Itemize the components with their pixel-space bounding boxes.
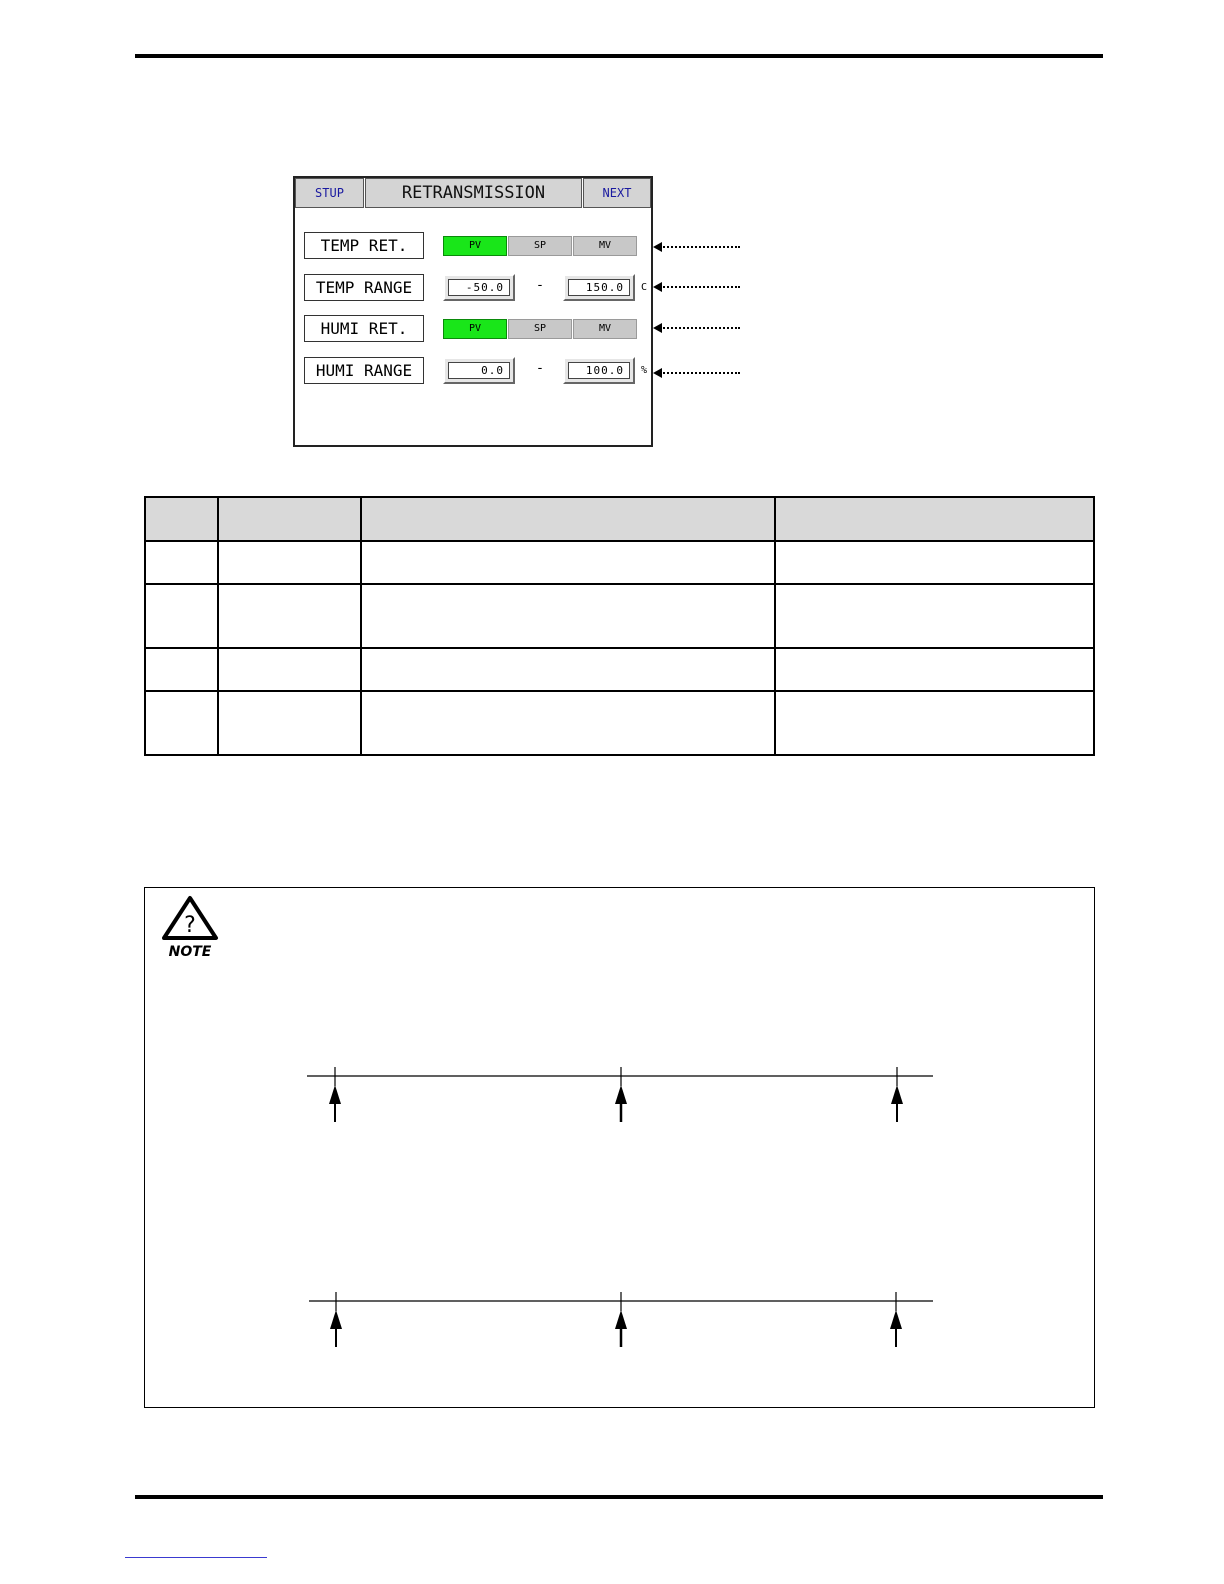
scale-diagram-2 — [307, 1288, 935, 1352]
table-cell — [145, 691, 218, 755]
temp-range-low-value: -50.0 — [448, 279, 510, 296]
table-cell — [218, 541, 361, 584]
table-cell — [145, 541, 218, 584]
table-row — [145, 541, 1094, 584]
temp-ret-label: TEMP RET. — [304, 232, 424, 259]
callout-arrow-2-line — [660, 286, 740, 288]
screen-titlebar — [295, 178, 651, 210]
temp-range-label: TEMP RANGE — [304, 274, 424, 301]
table-cell — [775, 691, 1094, 755]
temp-range-high-value: 150.0 — [568, 279, 630, 296]
note-box — [144, 887, 1095, 1408]
humi-ret-mv-option[interactable]: MV — [573, 319, 637, 339]
table-header-cell — [218, 497, 361, 541]
svg-text:?: ? — [184, 913, 196, 938]
temp-range-high-input[interactable] — [563, 274, 635, 301]
header-rule — [135, 54, 1103, 58]
callout-arrow-3-line — [660, 327, 740, 329]
humi-unit: % — [641, 365, 648, 376]
next-button[interactable]: NEXT — [583, 178, 651, 208]
humi-range-low-input[interactable] — [443, 357, 515, 384]
table-header-cell — [775, 497, 1094, 541]
table-cell — [145, 648, 218, 691]
footer-underline — [125, 1557, 267, 1558]
temp-range-low-input[interactable] — [443, 274, 515, 301]
scale-diagram-1 — [305, 1063, 935, 1127]
callout-arrow-4-line — [660, 372, 740, 374]
callout-arrow-1-line — [660, 246, 740, 248]
table-cell — [775, 541, 1094, 584]
table-header-cell — [145, 497, 218, 541]
humi-range-dash: - — [537, 361, 543, 376]
table-cell — [145, 584, 218, 648]
humi-range-high-value: 100.0 — [568, 362, 630, 379]
table-header-row — [145, 497, 1094, 541]
table-header-cell — [361, 497, 775, 541]
table-cell — [775, 584, 1094, 648]
table-cell — [775, 648, 1094, 691]
table-row — [145, 584, 1094, 648]
humi-range-low-value: 0.0 — [448, 362, 510, 379]
parameter-table — [144, 496, 1095, 756]
temp-ret-pv-option[interactable]: PV — [443, 236, 507, 256]
humi-ret-label: HUMI RET. — [304, 315, 424, 342]
temp-ret-mv-option[interactable]: MV — [573, 236, 637, 256]
table-cell — [218, 584, 361, 648]
table-row — [145, 691, 1094, 755]
humi-ret-pv-option[interactable]: PV — [443, 319, 507, 339]
table-row — [145, 648, 1094, 691]
table-cell — [361, 584, 775, 648]
note-icon-label: NOTE — [168, 944, 212, 960]
retransmission-screen — [293, 176, 653, 447]
table-cell — [218, 648, 361, 691]
screen-title: RETRANSMISSION — [365, 178, 582, 208]
note-question-icon — [160, 894, 220, 960]
humi-range-high-input[interactable] — [563, 357, 635, 384]
humi-range-label: HUMI RANGE — [304, 357, 424, 384]
temp-ret-sp-option[interactable]: SP — [508, 236, 572, 256]
table-cell — [361, 691, 775, 755]
stup-button[interactable]: STUP — [295, 178, 364, 208]
table-cell — [361, 648, 775, 691]
footer-rule — [135, 1495, 1103, 1499]
temp-unit: C — [641, 282, 648, 293]
temp-range-dash: - — [537, 278, 543, 293]
table-cell — [218, 691, 361, 755]
table-cell — [361, 541, 775, 584]
humi-ret-sp-option[interactable]: SP — [508, 319, 572, 339]
